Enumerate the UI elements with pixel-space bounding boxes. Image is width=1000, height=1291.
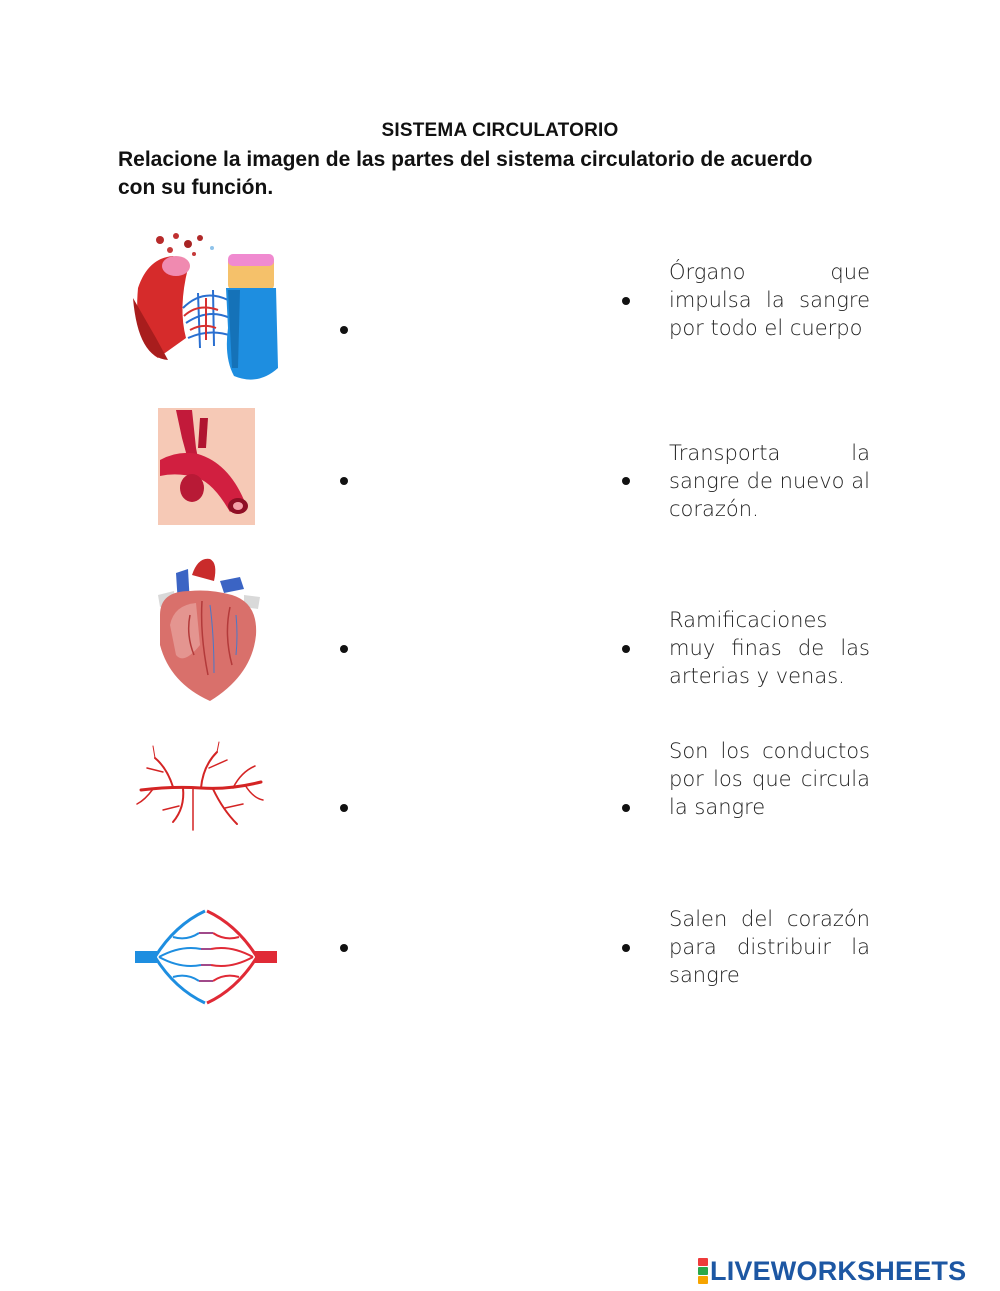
artery-vessel-illustration	[158, 408, 255, 525]
answer-bullet[interactable]	[622, 804, 630, 812]
capillary-bed-illustration	[128, 228, 283, 386]
answer-text: Ramificaciones muy finas de las arterias y venas.	[669, 608, 870, 688]
logo-text: LIVEWORKSHEETS	[710, 1255, 967, 1286]
answer-text: Transporta la sangre de nuevo al corazón.	[669, 441, 870, 521]
answer-bullet[interactable]	[622, 477, 630, 485]
image-bullet[interactable]	[340, 944, 348, 952]
liveworksheets-logo	[698, 1255, 966, 1287]
page-title: SISTEMA CIRCULATORIO	[381, 120, 619, 141]
image-bullet[interactable]	[340, 477, 348, 485]
answer-text: Órgano que impulsa la sangre por todo el cuerpo	[669, 260, 870, 340]
artery-vein-network-illustration	[135, 905, 277, 1009]
image-bullet[interactable]	[340, 645, 348, 653]
answer-text: Son los conductos por los que circula la sangre	[669, 739, 870, 819]
answer-bullet[interactable]	[622, 944, 630, 952]
instructions: Relacione la imagen de las partes del sistema circulatorio de acuerdo con su función.	[118, 148, 813, 199]
image-bullet[interactable]	[340, 804, 348, 812]
answer-bullet[interactable]	[622, 645, 630, 653]
answer-bullet[interactable]	[622, 297, 630, 305]
image-bullet[interactable]	[340, 326, 348, 334]
heart-illustration	[140, 555, 270, 705]
branching-vessels-illustration	[133, 738, 269, 836]
answer-text: Salen del corazón para distribuir la sangre	[669, 907, 870, 987]
logo-mark-icon	[698, 1258, 708, 1285]
